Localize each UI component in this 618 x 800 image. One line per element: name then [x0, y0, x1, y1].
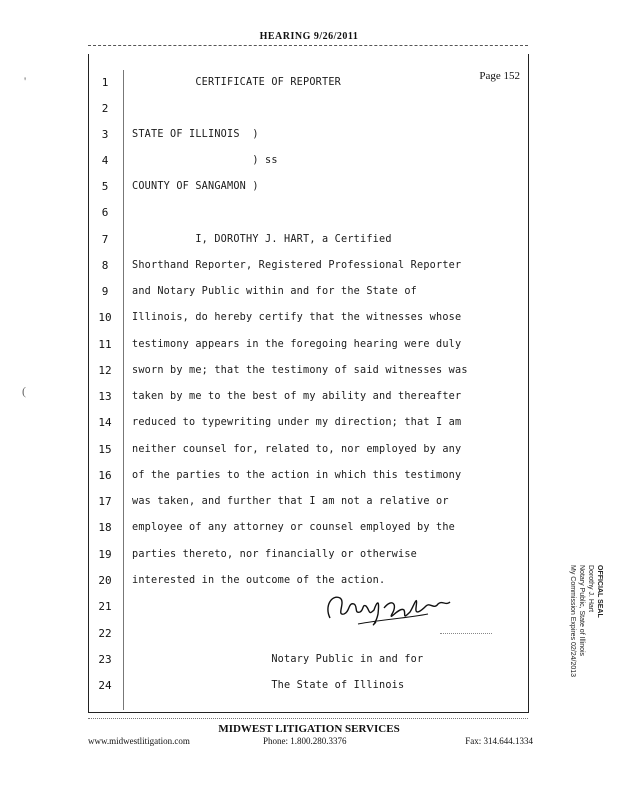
transcript-line: interested in the outcome of the action.: [132, 575, 386, 586]
line-number: 13: [98, 390, 112, 403]
transcript-line: and Notary Public within and for the State of: [132, 286, 418, 297]
transcript-line: was taken, and further that I am not a relative or: [132, 496, 449, 507]
signature-image: [318, 584, 458, 632]
seal-line: OFFICIAL SEAL: [596, 565, 603, 618]
transcript-line: testimony appears in the foregoing hearing were duly: [132, 339, 462, 350]
line-number: 4: [101, 154, 109, 167]
transcript-line: COUNTY OF SANGAMON ): [132, 181, 259, 192]
line-number: 3: [101, 128, 109, 141]
transcript-line: ) ss: [132, 155, 278, 166]
transcript-line: I, DOROTHY J. HART, a Certified: [132, 234, 392, 245]
notary-seal-text: [474, 565, 604, 678]
page-number: Page 152: [479, 70, 520, 82]
top-rule: [88, 45, 528, 46]
notary-seal: [516, 565, 604, 695]
seal-line: Notary Public, State of Illinois: [578, 565, 585, 657]
seal-line: Dorothy J. Hart: [587, 565, 594, 613]
line-number: 23: [98, 653, 112, 666]
transcript-line: Notary Public in and for: [132, 654, 424, 665]
line-number: 12: [98, 364, 112, 377]
scan-edge-mark: (: [22, 384, 26, 398]
line-number: 2: [101, 102, 109, 115]
transcript-line: Shorthand Reporter, Registered Professional Reporter: [132, 260, 462, 271]
footer-phone: Phone: 1.800.280.3376: [263, 736, 347, 746]
document-header-title: HEARING 9/26/2011: [259, 31, 359, 42]
transcript-line: employee of any attorney or counsel employed by the: [132, 522, 456, 533]
transcript-line: neither counsel for, related to, nor employed by any: [132, 444, 462, 455]
footer-contact-row: [88, 736, 533, 750]
transcript-line: of the parties to the action in which this testimony: [132, 470, 462, 481]
line-number: 8: [101, 259, 109, 272]
scan-edge-mark: ': [24, 74, 27, 88]
transcript-line: parties thereto, nor financially or otherwise: [132, 549, 418, 560]
line-number: 9: [101, 285, 109, 298]
line-number-margin: [123, 70, 124, 710]
line-number: 22: [98, 627, 112, 640]
transcript-line: sworn by me; that the testimony of said witnesses was: [132, 365, 468, 376]
footer-fax: Fax: 314.644.1334: [465, 736, 533, 746]
footer-company-name: MIDWEST LITIGATION SERVICES: [218, 723, 400, 735]
transcript-line: taken by me to the best of my ability and thereafter: [132, 391, 462, 402]
line-number: 7: [101, 233, 109, 246]
transcript-line: Illinois, do hereby certify that the witnesses whose: [132, 312, 462, 323]
line-number: 19: [98, 548, 112, 561]
line-number: 11: [98, 338, 112, 351]
line-number: 15: [98, 443, 112, 456]
line-number: 21: [98, 600, 112, 613]
transcript-line: reduced to typewriting under my direction; that I am: [132, 417, 462, 428]
line-number: 20: [98, 574, 112, 587]
line-number: 18: [98, 521, 112, 534]
line-number: 10: [98, 311, 112, 324]
line-number: 5: [101, 180, 109, 193]
transcript-line: STATE OF ILLINOIS ): [132, 129, 259, 140]
transcript-line: CERTIFICATE OF REPORTER: [132, 77, 342, 88]
bottom-rule: [88, 718, 528, 719]
transcript-frame: [88, 54, 529, 713]
line-number: 17: [98, 495, 112, 508]
line-number: 6: [101, 206, 109, 219]
line-number: 1: [101, 76, 109, 89]
footer-website-link[interactable]: www.midwestlitigation.com: [88, 736, 190, 746]
line-number: 24: [98, 679, 112, 692]
line-number: 14: [98, 416, 112, 429]
line-number: 16: [98, 469, 112, 482]
seal-line: My Commission Expires 02/24/2013: [569, 565, 576, 678]
transcript-line: The State of Illinois: [132, 680, 405, 691]
